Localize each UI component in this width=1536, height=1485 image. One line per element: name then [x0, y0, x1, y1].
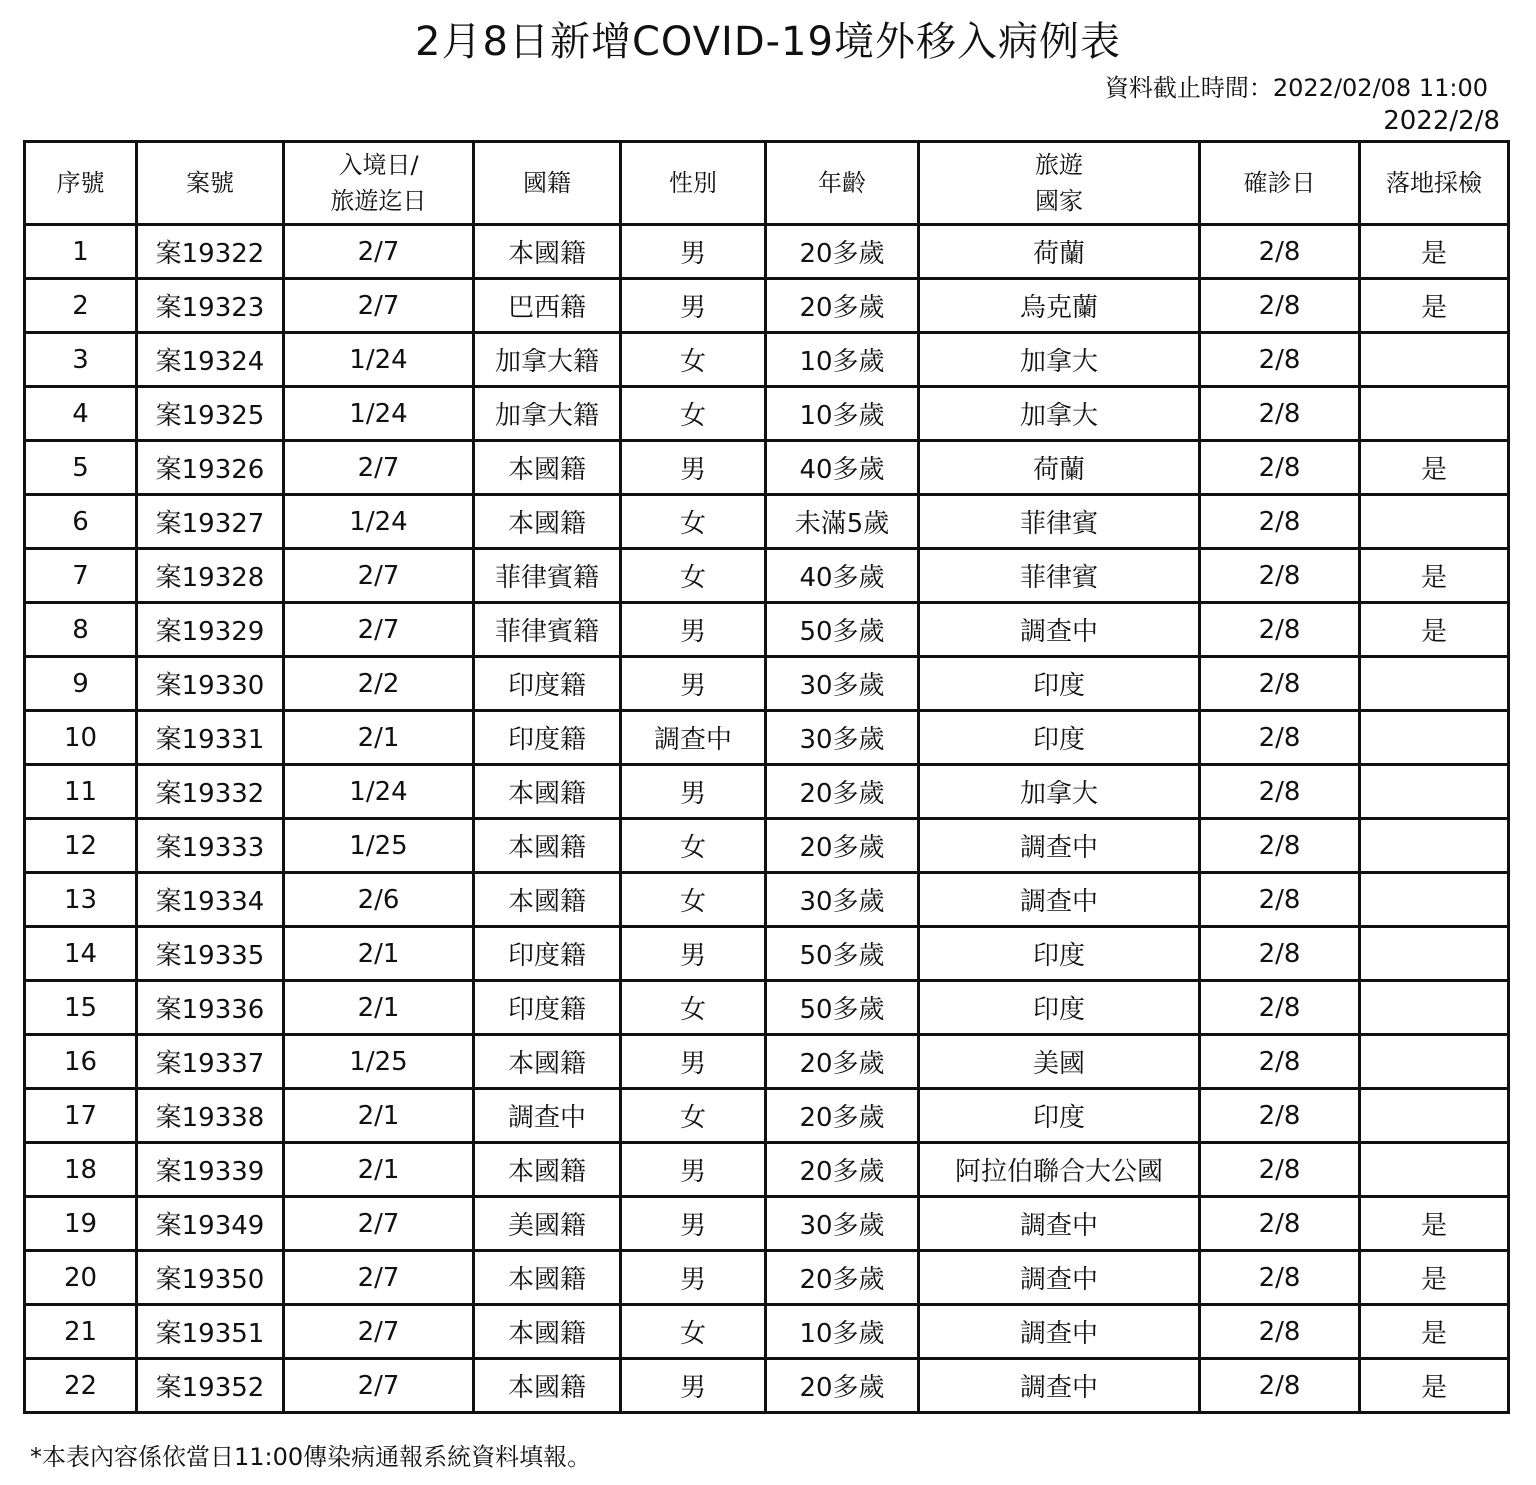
table-row: [25, 225, 1509, 279]
cell-sex: 女: [621, 819, 766, 873]
cell-sex: 女: [621, 1305, 766, 1359]
cell-airport_test: [1360, 387, 1509, 441]
cell-confirmed: 2/8: [1200, 1089, 1360, 1143]
table-row: [25, 819, 1509, 873]
cell-nationality: 印度籍: [474, 711, 621, 765]
cell-case: 案19332: [137, 765, 284, 819]
cell-airport_test: 是: [1360, 1251, 1509, 1305]
cell-nationality: 加拿大籍: [474, 387, 621, 441]
cell-entry: 2/1: [284, 1143, 474, 1197]
cell-sex: 男: [621, 1035, 766, 1089]
cell-nationality: 本國籍: [474, 765, 621, 819]
column-header-line: 確診日: [1243, 169, 1316, 197]
cell-case: 案19351: [137, 1305, 284, 1359]
table-row: [25, 1035, 1509, 1089]
cell-confirmed: 2/8: [1200, 873, 1360, 927]
cell-entry: 2/1: [284, 711, 474, 765]
cell-sex: 女: [621, 495, 766, 549]
cell-entry: 2/7: [284, 441, 474, 495]
cell-travel: 印度: [919, 927, 1200, 981]
cell-airport_test: 是: [1360, 1359, 1509, 1413]
table-row: [25, 549, 1509, 603]
cell-no: 1: [25, 225, 137, 279]
table-row: [25, 1143, 1509, 1197]
cell-travel: 調查中: [919, 819, 1200, 873]
table-row: [25, 387, 1509, 441]
cell-travel: 菲律賓: [919, 495, 1200, 549]
cell-entry: 2/2: [284, 657, 474, 711]
table-row: [25, 279, 1509, 333]
cell-nationality: 本國籍: [474, 1143, 621, 1197]
cell-case: 案19338: [137, 1089, 284, 1143]
cell-travel: 印度: [919, 981, 1200, 1035]
cell-travel: 加拿大: [919, 333, 1200, 387]
cell-entry: 1/24: [284, 495, 474, 549]
cell-confirmed: 2/8: [1200, 495, 1360, 549]
column-header-line: 國家: [1035, 187, 1083, 215]
cell-age: 20多歲: [766, 819, 919, 873]
cell-sex: 男: [621, 603, 766, 657]
cell-airport_test: [1360, 1089, 1509, 1143]
cell-travel: 烏克蘭: [919, 279, 1200, 333]
cell-case: 案19329: [137, 603, 284, 657]
cell-case: 案19327: [137, 495, 284, 549]
column-header-airport_test: [1360, 142, 1509, 225]
cell-no: 14: [25, 927, 137, 981]
cell-entry: 1/24: [284, 387, 474, 441]
cell-nationality: 印度籍: [474, 927, 621, 981]
cell-sex: 女: [621, 873, 766, 927]
cell-age: 20多歲: [766, 1035, 919, 1089]
cell-age: 10多歲: [766, 387, 919, 441]
cell-case: 案19335: [137, 927, 284, 981]
cell-travel: 調查中: [919, 603, 1200, 657]
cell-sex: 男: [621, 225, 766, 279]
cell-entry: 2/1: [284, 981, 474, 1035]
cell-confirmed: 2/8: [1200, 1359, 1360, 1413]
cell-travel: 菲律賓: [919, 549, 1200, 603]
cell-no: 17: [25, 1089, 137, 1143]
cell-airport_test: 是: [1360, 225, 1509, 279]
cell-nationality: 本國籍: [474, 1359, 621, 1413]
cell-entry: 2/7: [284, 225, 474, 279]
cell-nationality: 菲律賓籍: [474, 603, 621, 657]
cell-confirmed: 2/8: [1200, 279, 1360, 333]
table-row: [25, 765, 1509, 819]
column-header-case: [137, 142, 284, 225]
cell-no: 20: [25, 1251, 137, 1305]
table-header: [25, 142, 1509, 225]
cell-entry: 2/1: [284, 1089, 474, 1143]
cell-travel: 加拿大: [919, 387, 1200, 441]
cell-age: 20多歲: [766, 225, 919, 279]
cell-no: 9: [25, 657, 137, 711]
cell-case: 案19336: [137, 981, 284, 1035]
cell-age: 50多歲: [766, 981, 919, 1035]
table-row: [25, 333, 1509, 387]
cell-sex: 男: [621, 1197, 766, 1251]
cell-case: 案19350: [137, 1251, 284, 1305]
cell-case: 案19328: [137, 549, 284, 603]
column-header-no: [25, 142, 137, 225]
table-row: [25, 1305, 1509, 1359]
cell-age: 30多歲: [766, 657, 919, 711]
cell-no: 10: [25, 711, 137, 765]
cell-no: 3: [25, 333, 137, 387]
column-header-line: 落地採檢: [1386, 169, 1482, 197]
cell-airport_test: [1360, 765, 1509, 819]
cell-airport_test: [1360, 495, 1509, 549]
column-header-age: [766, 142, 919, 225]
cell-age: 未滿5歲: [766, 495, 919, 549]
cell-airport_test: [1360, 873, 1509, 927]
cell-sex: 男: [621, 657, 766, 711]
cell-confirmed: 2/8: [1200, 603, 1360, 657]
cell-travel: 美國: [919, 1035, 1200, 1089]
cell-airport_test: [1360, 927, 1509, 981]
cell-no: 22: [25, 1359, 137, 1413]
cell-sex: 男: [621, 441, 766, 495]
cell-entry: 1/25: [284, 1035, 474, 1089]
cell-age: 10多歲: [766, 333, 919, 387]
cell-airport_test: [1360, 657, 1509, 711]
cell-confirmed: 2/8: [1200, 981, 1360, 1035]
table-row: [25, 1089, 1509, 1143]
cell-travel: 荷蘭: [919, 441, 1200, 495]
cell-no: 21: [25, 1305, 137, 1359]
cell-entry: 2/7: [284, 603, 474, 657]
table-row: [25, 495, 1509, 549]
cell-nationality: 本國籍: [474, 1251, 621, 1305]
cell-age: 40多歲: [766, 549, 919, 603]
cell-entry: 1/24: [284, 765, 474, 819]
cell-case: 案19324: [137, 333, 284, 387]
cell-airport_test: [1360, 819, 1509, 873]
cases-table: [23, 140, 1510, 1414]
cell-travel: 調查中: [919, 1251, 1200, 1305]
cell-entry: 2/7: [284, 1251, 474, 1305]
cell-travel: 調查中: [919, 1305, 1200, 1359]
cell-no: 15: [25, 981, 137, 1035]
cell-case: 案19331: [137, 711, 284, 765]
column-header-line: 旅遊迄日: [330, 187, 427, 215]
header-row: [25, 142, 1509, 225]
table-body: [25, 225, 1509, 1413]
cell-nationality: 本國籍: [474, 225, 621, 279]
table-row: [25, 981, 1509, 1035]
cell-no: 8: [25, 603, 137, 657]
cell-sex: 男: [621, 927, 766, 981]
cell-travel: 阿拉伯聯合大公國: [919, 1143, 1200, 1197]
cell-age: 20多歲: [766, 1359, 919, 1413]
cell-entry: 2/7: [284, 549, 474, 603]
report-date: 2022/2/8: [1383, 106, 1500, 136]
cell-airport_test: 是: [1360, 279, 1509, 333]
cell-no: 11: [25, 765, 137, 819]
cell-no: 19: [25, 1197, 137, 1251]
column-header-sex: [621, 142, 766, 225]
cell-confirmed: 2/8: [1200, 657, 1360, 711]
cell-confirmed: 2/8: [1200, 1035, 1360, 1089]
cell-age: 20多歲: [766, 765, 919, 819]
cell-nationality: 巴西籍: [474, 279, 621, 333]
cell-airport_test: [1360, 981, 1509, 1035]
table-row: [25, 711, 1509, 765]
cell-sex: 女: [621, 549, 766, 603]
cell-airport_test: 是: [1360, 549, 1509, 603]
cell-case: 案19323: [137, 279, 284, 333]
table-row: [25, 657, 1509, 711]
cell-confirmed: 2/8: [1200, 765, 1360, 819]
cell-airport_test: [1360, 333, 1509, 387]
cell-travel: 印度: [919, 1089, 1200, 1143]
cell-case: 案19330: [137, 657, 284, 711]
column-header-line: 旅遊: [1035, 151, 1083, 179]
footnote: *本表內容係依當日11:00傳染病通報系統資料填報。: [30, 1443, 592, 1471]
cell-age: 20多歲: [766, 1089, 919, 1143]
cell-age: 20多歲: [766, 1143, 919, 1197]
cell-case: 案19333: [137, 819, 284, 873]
cell-entry: 2/6: [284, 873, 474, 927]
column-header-entry: [284, 142, 474, 225]
cell-sex: 男: [621, 1251, 766, 1305]
cell-travel: 調查中: [919, 873, 1200, 927]
cell-confirmed: 2/8: [1200, 225, 1360, 279]
cell-age: 10多歲: [766, 1305, 919, 1359]
cell-case: 案19322: [137, 225, 284, 279]
cell-sex: 男: [621, 279, 766, 333]
cell-travel: 調查中: [919, 1359, 1200, 1413]
cell-age: 20多歲: [766, 279, 919, 333]
cell-age: 30多歲: [766, 1197, 919, 1251]
cell-confirmed: 2/8: [1200, 819, 1360, 873]
cell-age: 50多歲: [766, 927, 919, 981]
cell-age: 30多歲: [766, 711, 919, 765]
cell-age: 20多歲: [766, 1251, 919, 1305]
column-header-line: 性別: [669, 169, 717, 197]
cell-nationality: 本國籍: [474, 1035, 621, 1089]
table-row: [25, 1359, 1509, 1413]
cell-nationality: 本國籍: [474, 819, 621, 873]
cell-no: 13: [25, 873, 137, 927]
cell-entry: 2/7: [284, 1197, 474, 1251]
cell-no: 6: [25, 495, 137, 549]
cell-entry: 2/7: [284, 1305, 474, 1359]
cell-case: 案19339: [137, 1143, 284, 1197]
cell-airport_test: [1360, 1035, 1509, 1089]
cell-nationality: 本國籍: [474, 495, 621, 549]
column-header-line: 入境日/: [338, 151, 419, 179]
cell-nationality: 美國籍: [474, 1197, 621, 1251]
cell-sex: 女: [621, 333, 766, 387]
cell-age: 30多歲: [766, 873, 919, 927]
cell-entry: 1/25: [284, 819, 474, 873]
cell-travel: 印度: [919, 657, 1200, 711]
cell-age: 50多歲: [766, 603, 919, 657]
cell-travel: 印度: [919, 711, 1200, 765]
column-header-line: 序號: [56, 169, 105, 197]
cell-airport_test: 是: [1360, 1305, 1509, 1359]
cell-entry: 2/7: [284, 279, 474, 333]
cell-confirmed: 2/8: [1200, 1197, 1360, 1251]
cell-no: 12: [25, 819, 137, 873]
cell-travel: 荷蘭: [919, 225, 1200, 279]
cell-sex: 女: [621, 1089, 766, 1143]
column-header-confirmed: [1200, 142, 1360, 225]
cell-airport_test: 是: [1360, 1197, 1509, 1251]
cell-no: 4: [25, 387, 137, 441]
cell-nationality: 本國籍: [474, 873, 621, 927]
cell-entry: 1/24: [284, 333, 474, 387]
cell-case: 案19352: [137, 1359, 284, 1413]
cell-confirmed: 2/8: [1200, 927, 1360, 981]
table-row: [25, 441, 1509, 495]
cell-confirmed: 2/8: [1200, 333, 1360, 387]
cell-sex: 女: [621, 387, 766, 441]
table-row: [25, 1197, 1509, 1251]
cell-entry: 2/7: [284, 1359, 474, 1413]
column-header-travel: [919, 142, 1200, 225]
table-row: [25, 873, 1509, 927]
cell-case: 案19326: [137, 441, 284, 495]
cell-case: 案19325: [137, 387, 284, 441]
column-header-nationality: [474, 142, 621, 225]
cell-confirmed: 2/8: [1200, 711, 1360, 765]
cell-airport_test: 是: [1360, 603, 1509, 657]
cell-confirmed: 2/8: [1200, 441, 1360, 495]
cell-no: 16: [25, 1035, 137, 1089]
cell-nationality: 印度籍: [474, 981, 621, 1035]
cell-nationality: 印度籍: [474, 657, 621, 711]
cell-travel: 加拿大: [919, 765, 1200, 819]
page-title: 2月8日新增COVID-19境外移入病例表: [415, 19, 1121, 65]
cell-airport_test: 是: [1360, 441, 1509, 495]
table-row: [25, 927, 1509, 981]
cell-no: 18: [25, 1143, 137, 1197]
cell-sex: 女: [621, 981, 766, 1035]
cell-travel: 調查中: [919, 1197, 1200, 1251]
cell-nationality: 加拿大籍: [474, 333, 621, 387]
cell-no: 5: [25, 441, 137, 495]
data-cutoff-time: 資料截止時間：2022/02/08 11:00: [1104, 74, 1488, 102]
cell-entry: 2/1: [284, 927, 474, 981]
column-header-line: 年齡: [818, 169, 866, 197]
cell-sex: 調查中: [621, 711, 766, 765]
cell-sex: 男: [621, 1143, 766, 1197]
cell-no: 7: [25, 549, 137, 603]
cell-sex: 男: [621, 765, 766, 819]
cell-case: 案19337: [137, 1035, 284, 1089]
cell-confirmed: 2/8: [1200, 1143, 1360, 1197]
cell-confirmed: 2/8: [1200, 1305, 1360, 1359]
cell-case: 案19334: [137, 873, 284, 927]
column-header-line: 國籍: [523, 169, 571, 197]
cell-age: 40多歲: [766, 441, 919, 495]
cell-nationality: 菲律賓籍: [474, 549, 621, 603]
cell-case: 案19349: [137, 1197, 284, 1251]
cell-nationality: 調查中: [474, 1089, 621, 1143]
cell-confirmed: 2/8: [1200, 549, 1360, 603]
table-row: [25, 603, 1509, 657]
cell-sex: 男: [621, 1359, 766, 1413]
cell-confirmed: 2/8: [1200, 387, 1360, 441]
cell-confirmed: 2/8: [1200, 1251, 1360, 1305]
cell-nationality: 本國籍: [474, 441, 621, 495]
cell-airport_test: [1360, 711, 1509, 765]
cell-no: 2: [25, 279, 137, 333]
column-header-line: 案號: [186, 169, 234, 197]
cell-nationality: 本國籍: [474, 1305, 621, 1359]
table-row: [25, 1251, 1509, 1305]
cell-airport_test: [1360, 1143, 1509, 1197]
